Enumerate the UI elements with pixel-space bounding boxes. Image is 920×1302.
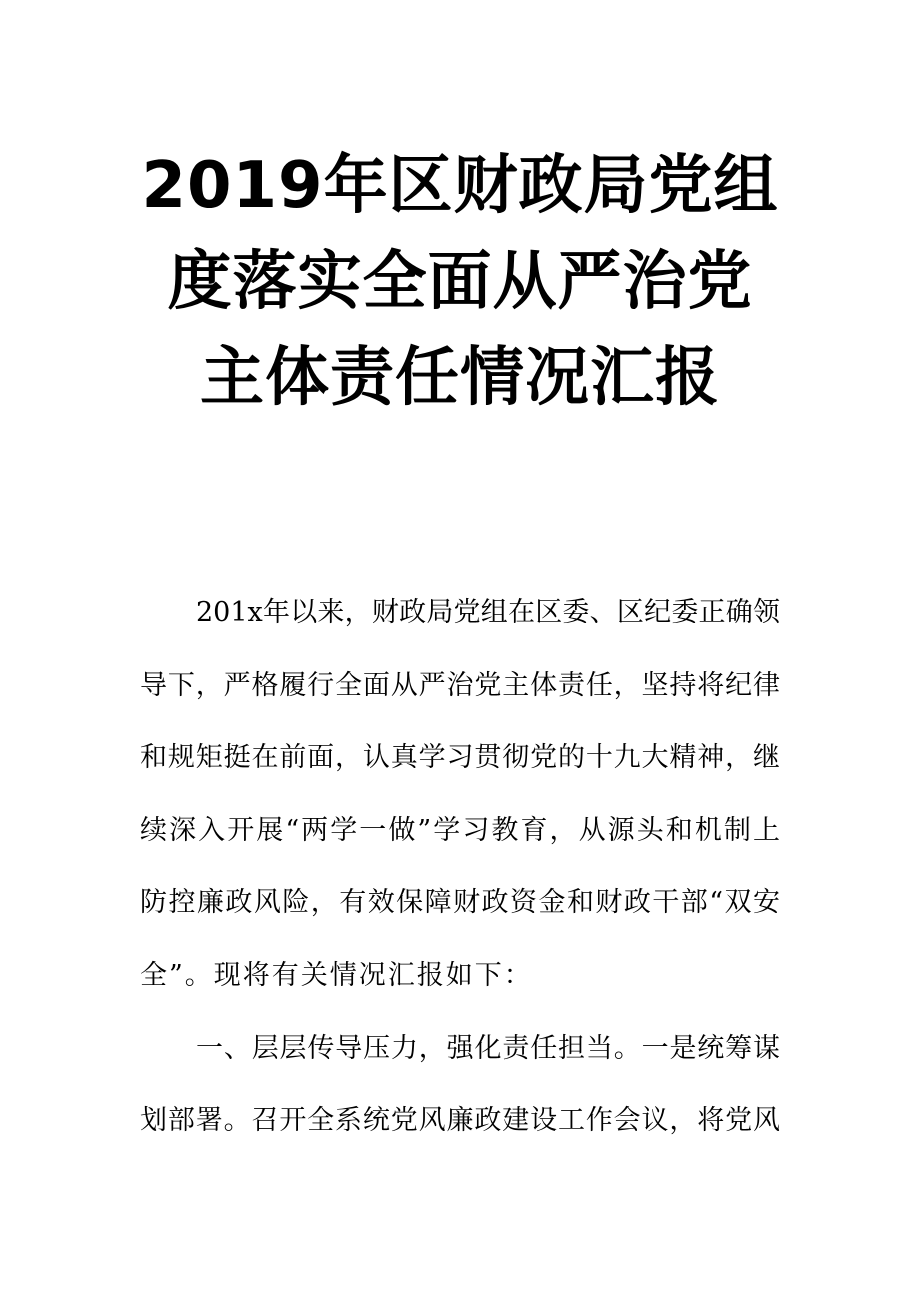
document-body: [140, 585, 780, 1166]
title-line: 度落实全面从严治党: [167, 245, 753, 319]
title-line: 主体责任情况汇报: [200, 341, 720, 415]
body-line: 和规矩挺在前面，认真学习贯彻党的十九大精神，继: [140, 742, 780, 774]
body-line: 导下，严格履行全面从严治党主体责任，坚持将纪律: [140, 669, 780, 701]
document-title: [140, 138, 780, 426]
body-line: 一、层层传导压力，强化责任担当。一是统筹谋: [196, 1032, 780, 1064]
body-line: 划部署。召开全系统党风廉政建设工作会议，将党风: [140, 1105, 780, 1137]
body-line: 201x年以来，财政局党组在区委、区纪委正确领: [196, 597, 780, 628]
body-line: 全”。现将有关情况汇报如下：: [140, 959, 533, 991]
body-line: 防控廉政风险，有效保障财政资金和财政干部“双安: [140, 887, 780, 919]
title-line: 2019年区财政局党组: [141, 149, 779, 223]
body-line: 续深入开展“两学一做”学习教育，从源头和机制上: [140, 814, 780, 846]
